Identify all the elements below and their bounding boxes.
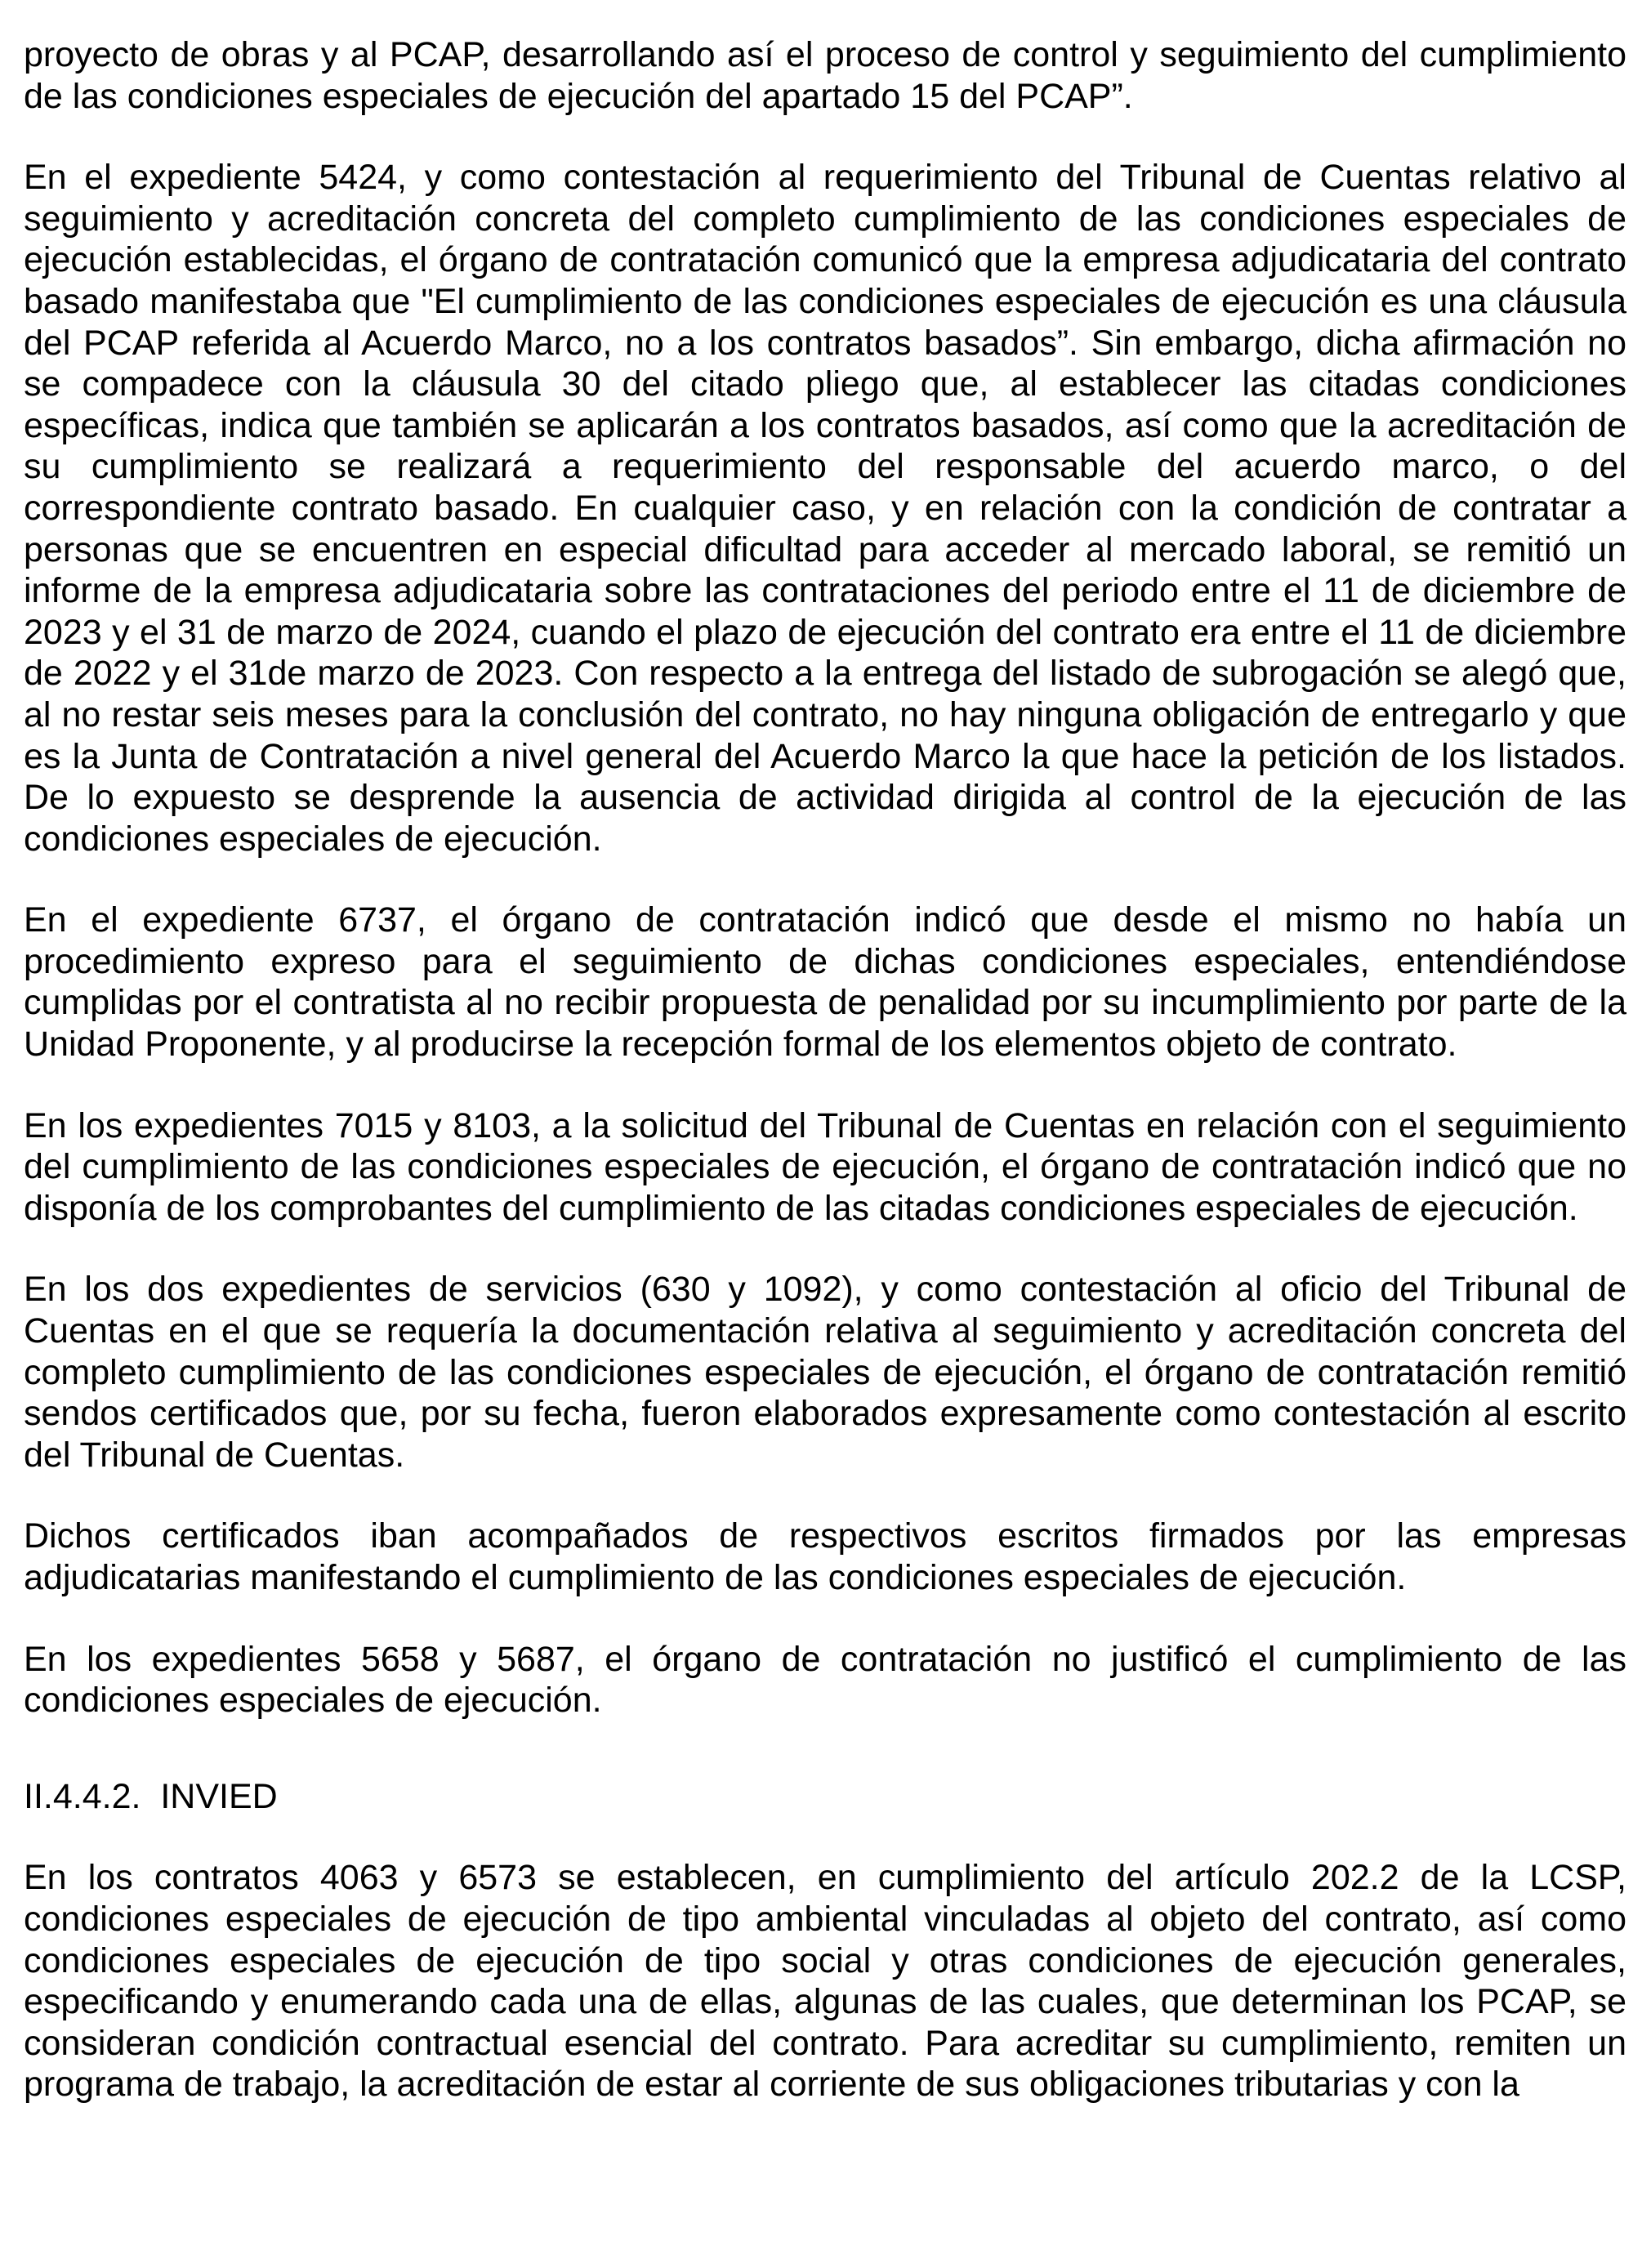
paragraph-certificados: Dichos certificados iban acompañados de respectivos escritos firmados por las empresas adjudicatarias manifestando el cumplimiento de las condiciones especiales de ejecución.	[24, 1516, 1626, 1597]
section-heading: II.4.4.2. INVIED	[24, 1776, 278, 1816]
document-page	[24, 34, 1626, 2145]
paragraph-expedientes-7015-8103: En los expedientes 7015 y 8103, a la solicitud del Tribunal de Cuentas en relación con el seguimiento del cumplimiento de las condiciones especiales de ejecución, el órgano de contratación indicó que no disponía de los comprobantes del cumplimiento de las citadas condiciones especiales de ejecución.	[24, 1105, 1626, 1228]
paragraph-expediente-5424: En el expediente 5424, y como contestación al requerimiento del Tribunal de Cuentas relativo al seguimiento y acreditación concreta del completo cumplimiento de las condiciones especiales de ejecución establecidas, el órgano de contratación comunicó que la empresa adjudicataria del contrato basado manifestaba que "El cumplimiento de las condiciones especiales de ejecución es una cláusula del PCAP referida al Acuerdo Marco, no a los contratos basados”. Sin embargo, dicha afirmación no se compadece con la cláusula 30 del citado pliego que, al establecer las citadas condiciones específicas, indica que también se aplicarán a los contratos basados, así como que la acreditación de su cumplimiento se realizará a requerimiento del responsable del acuerdo marco, o del correspondiente contrato basado. En cualquier caso, y en relación con la condición de contratar a personas que se encuentren en especial dificultad para acceder al mercado laboral, se remitió un informe de la empresa adjudicataria sobre las contrataciones del periodo entre el 11 de diciembre de 2023 y el 31 de marzo de 2024, cuando el plazo de ejecución del contrato era entre el 11 de diciembre de 2022 y el 31de marzo de 2023. Con respecto a la entrega del listado de subrogación se alegó que, al no restar seis meses para la conclusión del contrato, no hay ninguna obligación de entregarlo y que es la Junta de Contratación a nivel general del Acuerdo Marco la que hace la petición de los listados. De lo expuesto se desprende la ausencia de actividad dirigida al control de la ejecución de las condiciones especiales de ejecución.	[24, 158, 1626, 859]
paragraph-contratos-4063-6573: En los contratos 4063 y 6573 se establecen, en cumplimiento del artículo 202.2 de la LCSP, condiciones especiales de ejecución de tipo ambiental vinculadas al objeto del contrato, así como condiciones especiales de ejecución de tipo social y otras condiciones de ejecución generales, especificando y enumerando cada una de ellas, algunas de las cuales, que determinan los PCAP, se consideran condición contractual esencial del contrato. Para acreditar su cumplimiento, remiten un programa de trabajo, la acreditación de estar al corriente de sus obligaciones tributarias y con la	[24, 1858, 1626, 2105]
paragraph-expedientes-5658-5687: En los expedientes 5658 y 5687, el órgano de contratación no justificó el cumplimiento de las condiciones especiales de ejecución.	[24, 1639, 1626, 1721]
paragraph-expedientes-servicios: En los dos expedientes de servicios (630 y 1092), y como contestación al oficio del Tribunal de Cuentas en el que se requería la documentación relativa al seguimiento y acreditación concreta del completo cumplimiento de las condiciones especiales de ejecución, el órgano de contratación remitió sendos certificados que, por su fecha, fueron elaborados expresamente como contestación al escrito del Tribunal de Cuentas.	[24, 1270, 1626, 1475]
paragraph-intro-continuation: proyecto de obras y al PCAP, desarrollando así el proceso de control y seguimiento del cumplimiento de las condiciones especiales de ejecución del apartado 15 del PCAP”.	[24, 35, 1626, 116]
paragraph-expediente-6737: En el expediente 6737, el órgano de contratación indicó que desde el mismo no había un procedimiento expreso para el seguimiento de dichas condiciones especiales, entendiéndose cumplidas por el contratista al no recibir propuesta de penalidad por su incumplimiento por parte de la Unidad Proponente, y al producirse la recepción formal de los elementos objeto de contrato.	[24, 900, 1626, 1065]
